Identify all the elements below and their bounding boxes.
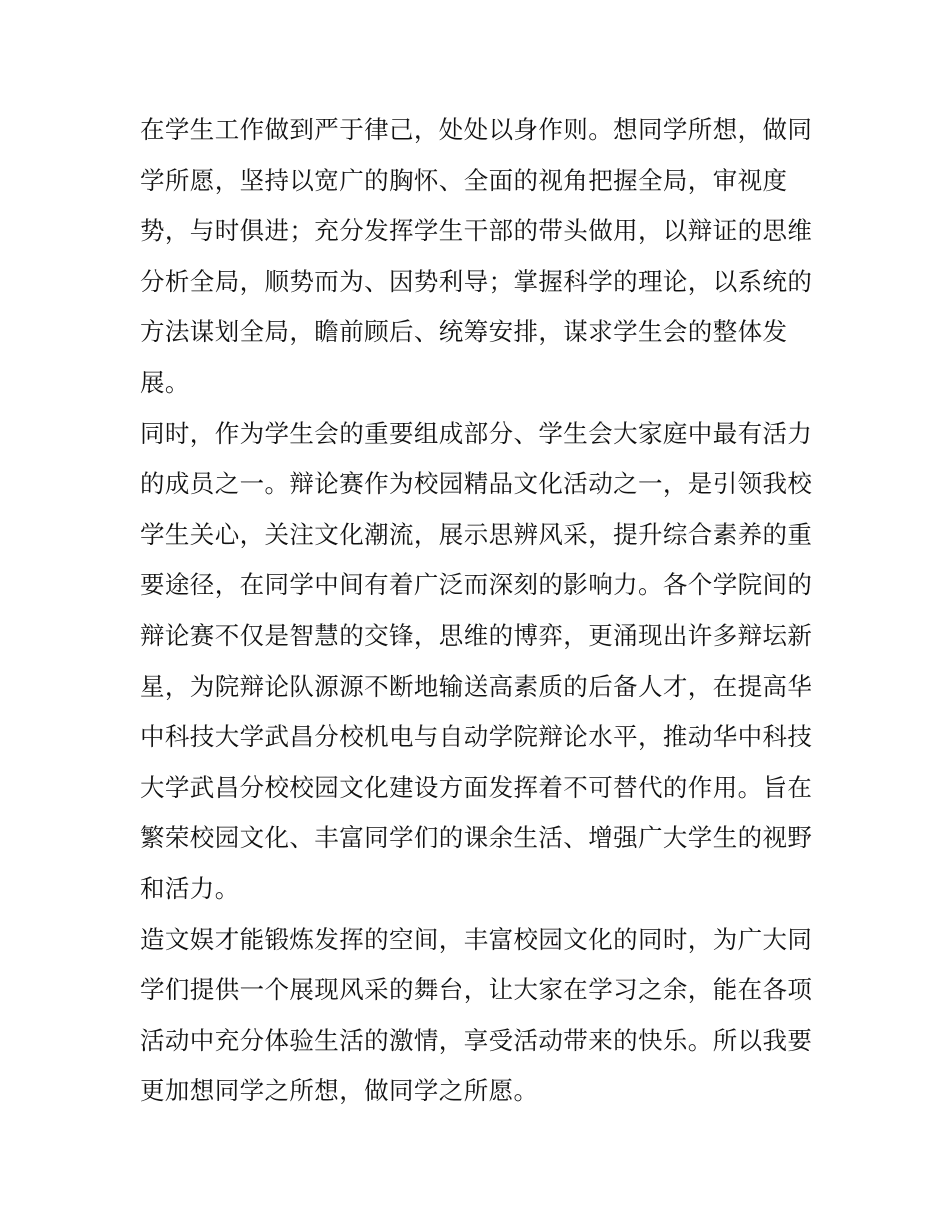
text-line: 要途径，在同学中间有着广泛而深刻的影响力。各个学院间的 — [140, 570, 813, 600]
text-line: 学们提供一个展现风采的舞台，让大家在学习之余，能在各项 — [140, 975, 813, 1005]
text-line: 繁荣校园文化、丰富同学们的课余生活、增强广大学生的视野 — [140, 823, 813, 853]
text-line: 更加想同学之所想，做同学之所愿。 — [140, 1076, 539, 1106]
text-line: 星，为院辩论队源源不断地输送高素质的后备人才，在提高华 — [140, 671, 813, 701]
text-line: 学所愿，坚持以宽广的胸怀、全面的视角把握全局，审视度 — [140, 165, 788, 195]
text-line: 造文娱才能锻炼发挥的空间，丰富校园文化的同时，为广大同 — [140, 924, 813, 954]
text-line: 和活力。 — [140, 873, 240, 903]
body-text — [140, 105, 820, 1117]
text-line: 方法谋划全局，瞻前顾后、统筹安排，谋求学生会的整体发 — [140, 317, 788, 347]
text-line: 辩论赛不仅是智慧的交锋，思维的博弈，更涌现出许多辩坛新 — [140, 620, 813, 650]
text-line: 势，与时俱进；充分发挥学生干部的带头做用，以辩证的思维 — [140, 216, 813, 246]
text-line: 活动中充分体验生活的激情，享受活动带来的快乐。所以我要 — [140, 1025, 813, 1055]
text-line: 分析全局，顺势而为、因势利导；掌握科学的理论，以系统的 — [140, 266, 813, 296]
text-line: 在学生工作做到严于律己，处处以身作则。想同学所想，做同 — [140, 115, 813, 144]
text-line: 同时，作为学生会的重要组成部分、学生会大家庭中最有活力 — [140, 418, 813, 448]
text-line: 学生关心，关注文化潮流，展示思辨风采，提升综合素养的重 — [140, 519, 813, 549]
text-line: 中科技大学武昌分校机电与自动学院辩论水平，推动华中科技 — [140, 722, 813, 752]
text-line: 展。 — [140, 367, 190, 397]
text-line: 的成员之一。辩论赛作为校园精品文化活动之一，是引领我校 — [140, 469, 813, 499]
text-line: 大学武昌分校校园文化建设方面发挥着不可替代的作用。旨在 — [140, 772, 813, 802]
